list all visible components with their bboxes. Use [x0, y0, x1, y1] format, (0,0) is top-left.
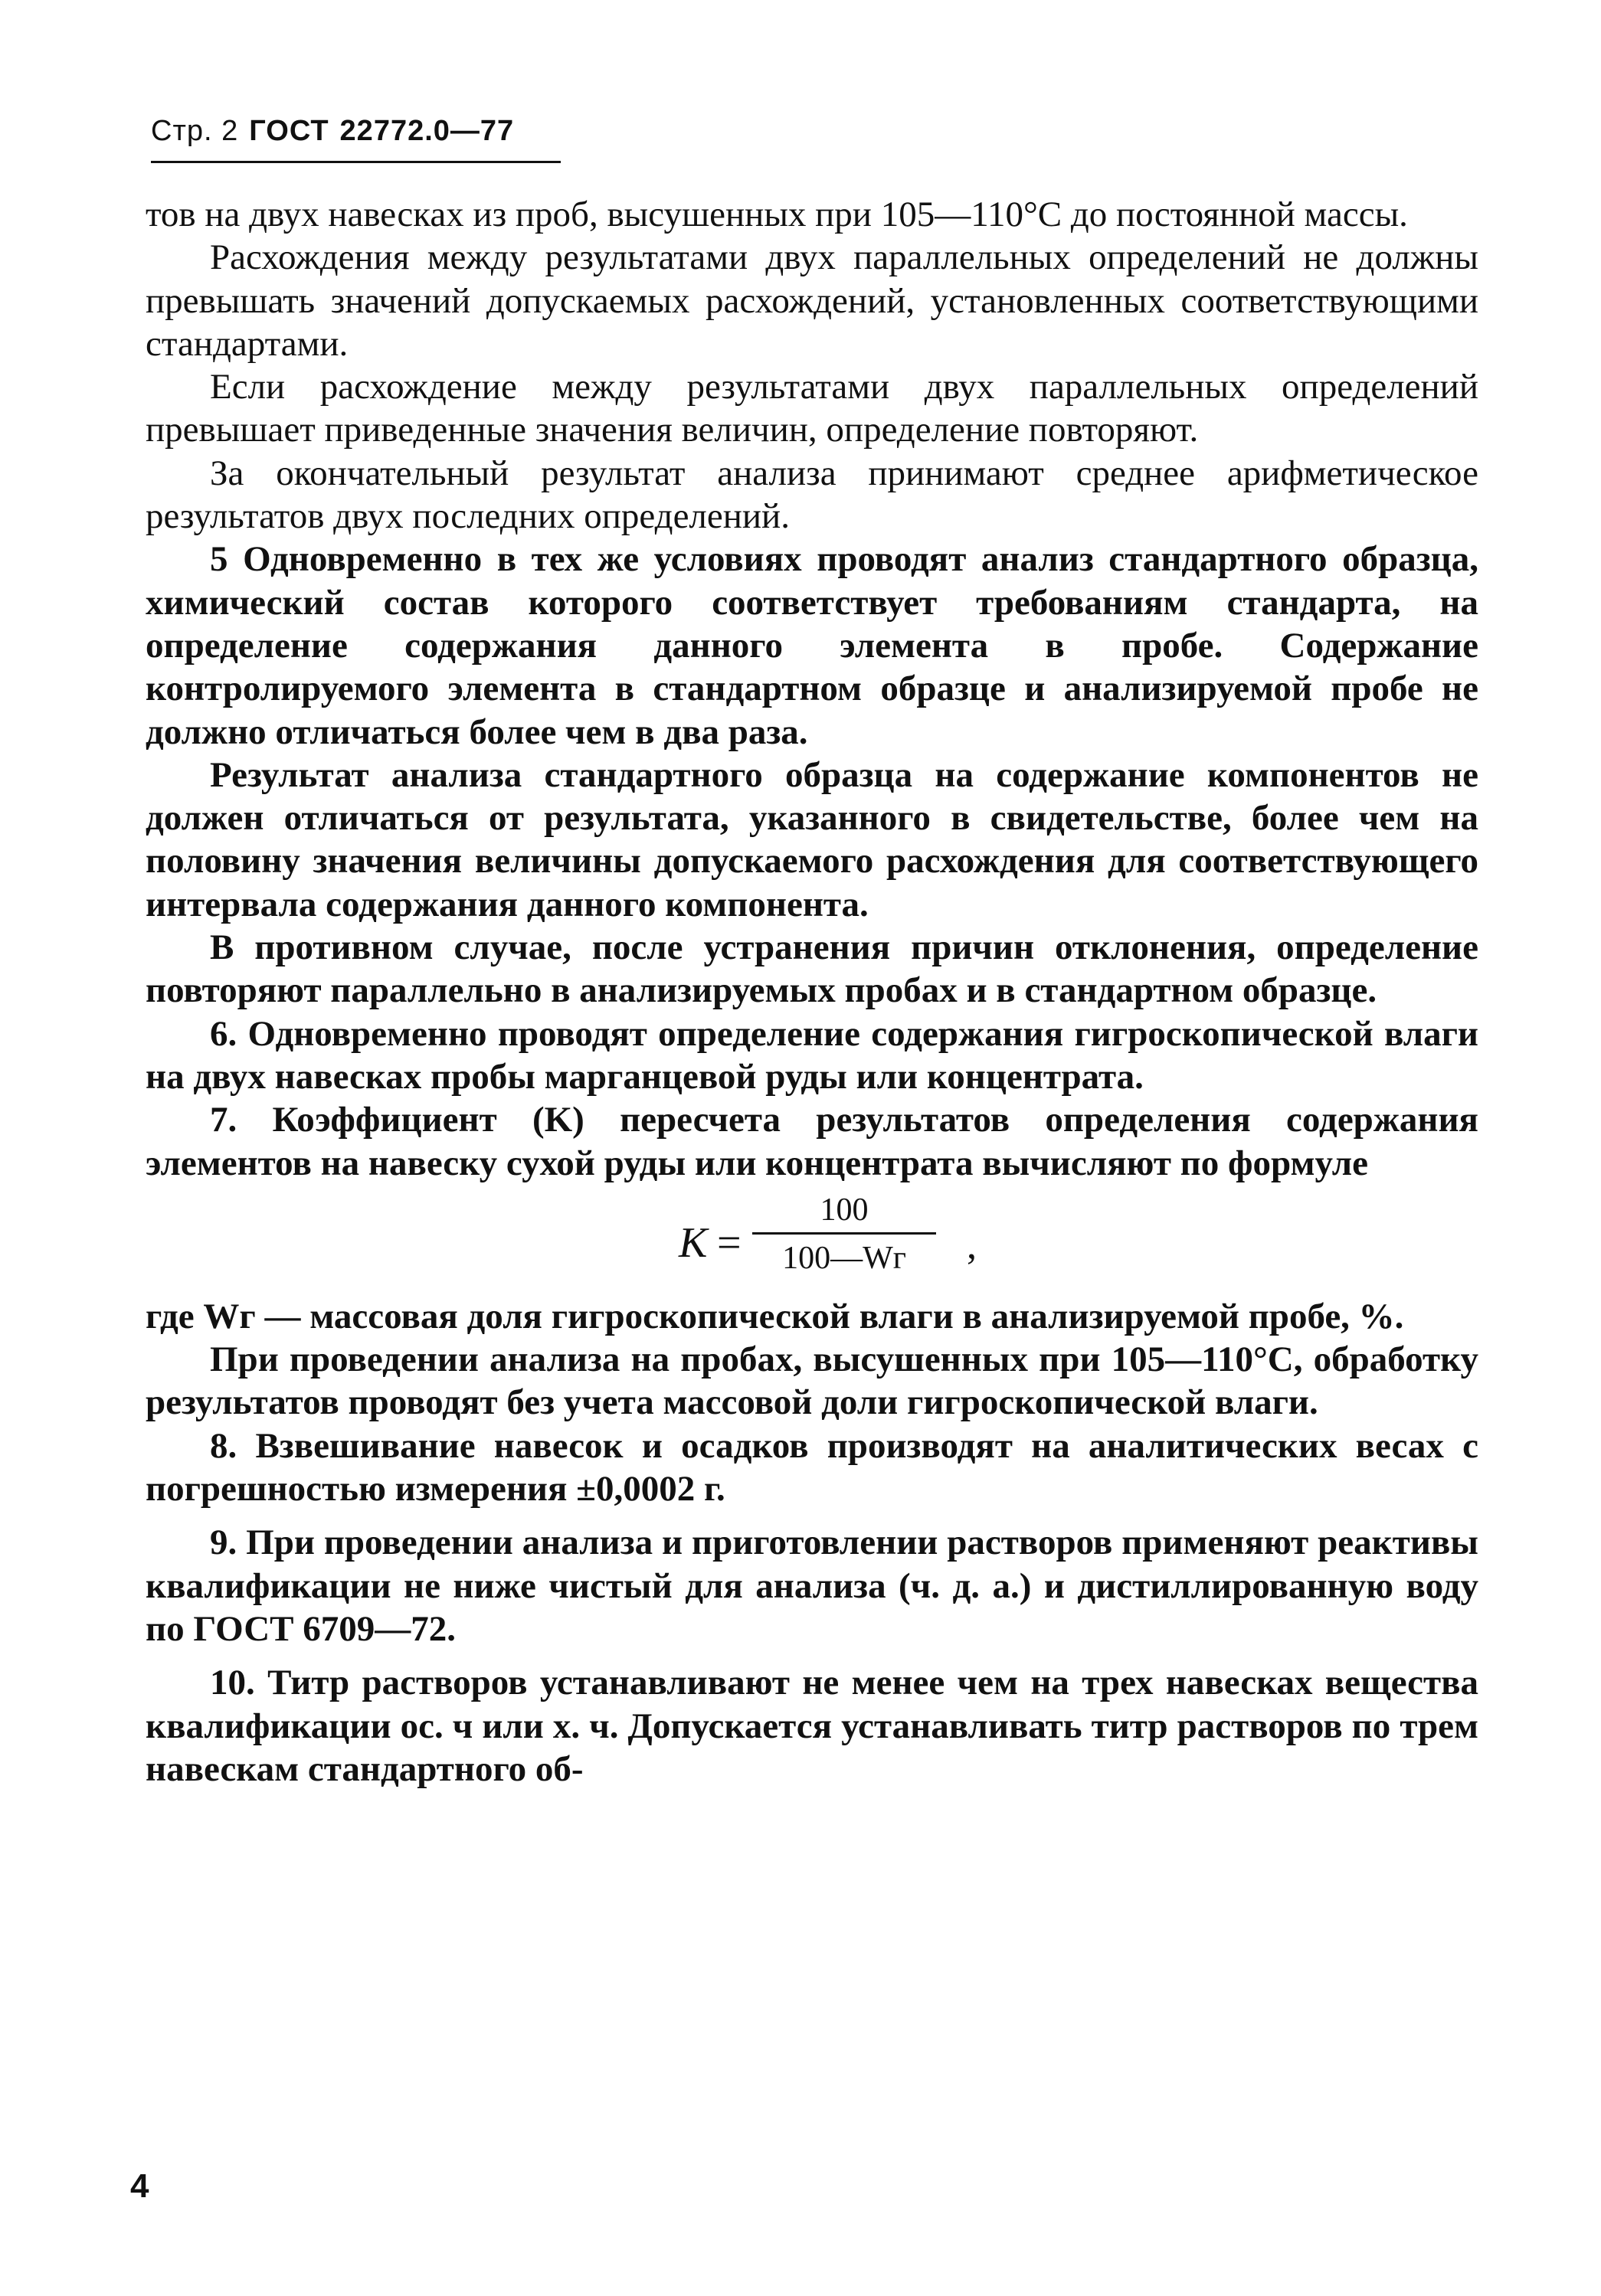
- paragraph-otherwise: В противном случае, после устранения причин отклонения, определение повторяют параллельно в анализируемых пробах и в стандартном образце.: [146, 927, 1478, 1011]
- paragraph-where: где Wг — массовая доля гигроскопической влаги в анализируемой пробе, %.: [146, 1296, 1404, 1336]
- formula-comma: ,: [967, 1223, 977, 1267]
- fraction-bar: [752, 1232, 936, 1235]
- formula-lhs: K: [679, 1218, 708, 1267]
- paragraph-standard-sample: Результат анализа стандартного образца на содержание компонентов не должен отличаться от результата, указанного в свидетельстве, более чем на половину значения величины допускаемого расхождения для соответствующего интервала содержания данного компонента.: [146, 754, 1478, 924]
- header-rule: [151, 161, 561, 163]
- paragraph-item-10: 10. Титр растворов устанавливают не менее чем на трех навесках вещества квалификации ос. ч или х. ч. Допускается устанавливать титр растворов по трем навескам стандартного об-: [146, 1663, 1478, 1789]
- paragraph-item-5: 5 Одновременно в тех же условиях проводят анализ стандартного образца, химический состав которого соответствует требованиям стандарта, на определение содержания данного элемента в пробе. Содержание контролируемого элемента в стандартном образце и анализируемой пробе не должно отличаться более чем в два раза.: [146, 539, 1478, 752]
- standard-label: ГОСТ: [249, 115, 329, 147]
- paragraph-dried-samples: При проведении анализа на пробах, высушенных при 105—110°С, обработку результатов проводят без учета массовой доли гигроскопической влаги.: [146, 1339, 1478, 1423]
- formula-fraction: [752, 1189, 936, 1279]
- paragraph-discrepancy: Расхождения между результатами двух параллельных определений не должны превышать значений допускаемых расхождений, установленных соответствующими стандартами.: [146, 237, 1478, 364]
- paragraph-item-6: 6. Одновременно проводят определение содержания гигроскопической влаги на двух навесках пробы марганцевой руды или концентрата.: [146, 1013, 1478, 1097]
- formula-equals: =: [717, 1218, 742, 1267]
- formula: [146, 1189, 1478, 1295]
- standard-number: 22772.0—77: [339, 115, 515, 147]
- page-label: Стр. 2: [151, 115, 239, 147]
- formula-denominator: 100—Wг: [782, 1240, 906, 1276]
- page-header: [151, 115, 514, 148]
- paragraph-continuation: тов на двух навесках из проб, высушенных при 105—110°С до постоянной массы.: [146, 195, 1408, 234]
- formula-numerator: 100: [820, 1192, 869, 1228]
- page-number: 4: [130, 2167, 149, 2205]
- paragraph-repeat: Если расхождение между результатами двух параллельных определений превышает приведенные значения величин, определение повторяют.: [146, 367, 1478, 450]
- paragraph-item-8: 8. Взвешивание навесок и осадков производят на аналитических весах с погрешностью измерения ±0,0002 г.: [146, 1425, 1478, 1509]
- paragraph-final-result: За окончательный результат анализа принимают среднее арифметическое результатов двух последних определений.: [146, 453, 1478, 537]
- paragraph-item-7: 7. Коэффициент (K) пересчета результатов определения содержания элементов на навеску сухой руды или концентрата вычисляют по формуле: [146, 1100, 1478, 1183]
- document-body: [146, 193, 1478, 1791]
- paragraph-item-9: 9. При проведении анализа и приготовлении растворов применяют реактивы квалификации не ниже чистый для анализа (ч. д. а.) и дистиллированную воду по ГОСТ 6709—72.: [146, 1522, 1478, 1649]
